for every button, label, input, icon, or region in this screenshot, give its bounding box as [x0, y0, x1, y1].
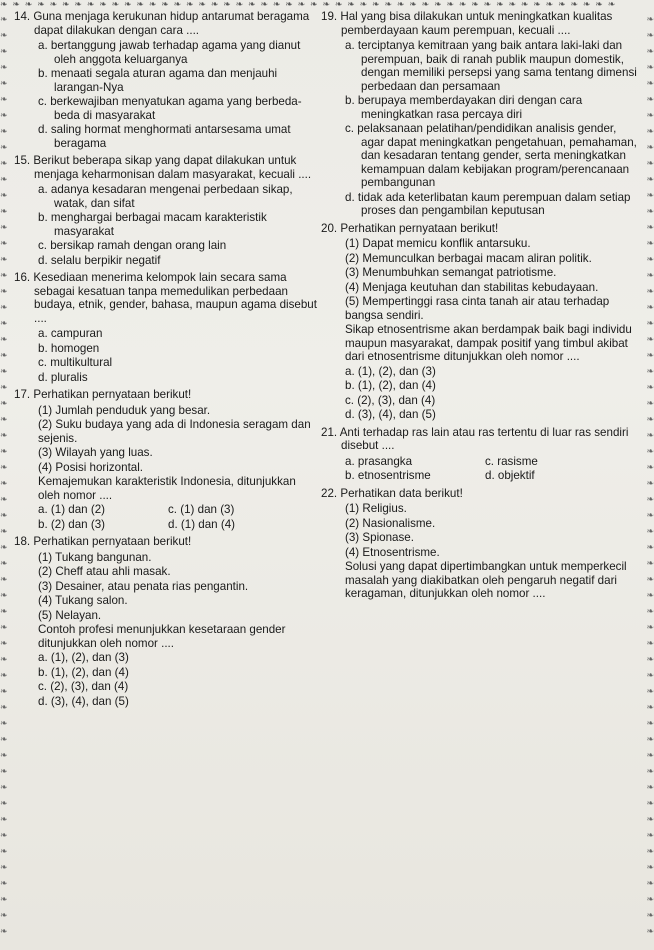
option-d[interactable]: d. tidak ada keterlibatan kaum perempuan dalam setiap proses dan pengambilan keputusan [345, 190, 631, 217]
options-row-1 [321, 455, 637, 469]
option-d[interactable]: d. (3), (4), dan (5) [345, 408, 436, 421]
statement-3: (3) Desainer, atau penata rias pengantin. [38, 579, 249, 593]
statement-4: (4) Menjaga keutuhan dan stabilitas kebudayaan. [345, 280, 599, 294]
option-c[interactable]: c. (1) dan (3) [168, 503, 235, 516]
question-text: 16. Kesediaan menerima kelompok lain secara sama sebagai kesatuan tanpa memedulikan perbedaan budaya, etnik, gender, bahasa, maupun agama disebut .... [14, 271, 317, 325]
options-row-1 [14, 503, 319, 517]
option-b[interactable]: b. (1), (2), dan (4) [345, 379, 436, 392]
option-a[interactable]: a. terciptanya kemitraan yang baik antara laki-laki dan perempuan, baik di ranah publik maupun domestik, dengan memiliki persepsi yang sama tentang dimensi perbedaan dan persamaan [345, 39, 637, 93]
statement-2: (2) Memunculkan berbagai macam aliran politik. [345, 251, 592, 265]
options-row-2 [321, 469, 637, 483]
option-a[interactable]: a. (1), (2), dan (3) [345, 364, 436, 378]
option-d[interactable]: d. objektif [485, 469, 535, 482]
option-a[interactable]: a. bertanggung jawab terhadap agama yang dianut oleh anggota keluarganya [38, 39, 301, 66]
option-c[interactable]: c. rasisme [485, 454, 538, 468]
question-14 [14, 10, 319, 150]
option-d[interactable]: d. (1) dan (4) [168, 517, 236, 531]
option-c[interactable]: c. multikultural [38, 356, 113, 369]
option-a[interactable]: a. campuran [38, 327, 103, 340]
question-prompt: Sikap etnosentrisme akan berdampak baik bagi individu maupun masyarakat, dampak positif yang timbul akibat dari etnosentrisme ditunjukkan oleh nomor .... [345, 323, 632, 363]
option-b[interactable]: b. menghargai berbagai macam karakteristik masyarakat [38, 211, 267, 238]
question-prompt: Solusi yang dapat dipertimbangkan untuk memperkecil masalah yang diakibatkan oleh pengaruh negatif dari keragaman, ditunjukkan oleh nomor .... [345, 560, 627, 600]
question-prompt: Kemajemukan karakteristik Indonesia, ditunjukkan oleh nomor .... [38, 475, 296, 502]
question-15 [14, 154, 319, 267]
statement-5: (5) Mempertinggi rasa cinta tanah air atau terhadap bangsa sendiri. [345, 295, 610, 322]
option-d[interactable]: d. selalu berpikir negatif [38, 253, 161, 267]
decorative-border-top: ❧ ❧ ❧ ❧ ❧ ❧ ❧ ❧ ❧ ❧ ❧ ❧ ❧ ❧ ❧ ❧ ❧ ❧ ❧ ❧ ❧ ❧ ❧ ❧ ❧ ❧ ❧ ❧ ❧ ❧ ❧ ❧ ❧ ❧ ❧ ❧ ❧ ❧ ❧ ❧ ❧ ❧ ❧ ❧ ❧ ❧ ❧ ❧ ❧ ❧ [0, 0, 617, 10]
option-b[interactable]: b. (1), (2), dan (4) [38, 665, 129, 679]
question-21 [321, 426, 637, 483]
option-a[interactable]: a. (1) dan (2) [38, 503, 106, 516]
question-19 [321, 10, 637, 218]
question-16 [14, 271, 319, 384]
option-a[interactable]: a. adanya kesadaran mengenai perbedaan sikap, watak, dan sifat [38, 183, 293, 210]
left-column [14, 10, 319, 712]
option-d[interactable]: d. pluralis [38, 370, 88, 384]
option-d[interactable]: d. saling hormat menghormati antarsesama umat beragama [38, 123, 291, 150]
question-18 [14, 535, 319, 708]
question-text: 18. Perhatikan pernyataan berikut! [14, 535, 192, 548]
question-text: 20. Perhatikan pernyataan berikut! [321, 221, 499, 235]
statement-3: (3) Wilayah yang luas. [38, 446, 153, 459]
question-text: 15. Berikut beberapa sikap yang dapat dilakukan untuk menjaga keharmonisan dalam masyarakat, kecuali .... [14, 154, 312, 181]
question-text: 19. Hal yang bisa dilakukan untuk meningkatkan kualitas pemberdayaan kaum perempuan, kecuali .... [321, 10, 613, 37]
question-text: 14. Guna menjaga kerukunan hidup antarumat beragama dapat dilakukan dengan cara .... [14, 10, 310, 37]
statement-2: (2) Cheff atau ahli masak. [38, 565, 171, 578]
question-prompt: Contoh profesi menunjukkan kesetaraan gender ditunjukkan oleh nomor .... [38, 623, 286, 650]
right-column [321, 10, 637, 605]
statement-3: (3) Spionase. [345, 531, 414, 544]
decorative-border-right: ❧ ❧ ❧ ❧ ❧ ❧ ❧ ❧ ❧ ❧ ❧ ❧ ❧ ❧ ❧ ❧ ❧ ❧ ❧ ❧ ❧ ❧ ❧ ❧ ❧ ❧ ❧ ❧ ❧ ❧ ❧ ❧ ❧ ❧ ❧ ❧ ❧ ❧ ❧ ❧ ❧ ❧ ❧ ❧ ❧ ❧ ❧ ❧ ❧ ❧ ❧ ❧ ❧ ❧ ❧ ❧ ❧ ❧ [646, 15, 654, 937]
options-row-2 [14, 518, 319, 532]
option-b[interactable]: b. homogen [38, 341, 100, 355]
statement-1: (1) Jumlah penduduk yang besar. [38, 403, 211, 417]
option-c[interactable]: c. (2), (3), dan (4) [345, 393, 436, 407]
option-b[interactable]: b. (2) dan (3) [38, 517, 106, 531]
option-c[interactable]: c. pelaksanaan pelatihan/pendidikan analisis gender, agar dapat meningkatkan pengetahuan, pemahaman, dan kesadaran tentang gender, serta meningkatkan kemampuan dalam kebijakan program/perencanaan pembangunan [345, 122, 637, 189]
question-text: 17. Perhatikan pernyataan berikut! [14, 388, 192, 401]
option-a[interactable]: a. (1), (2), dan (3) [38, 651, 129, 664]
statement-4: (4) Etnosentrisme. [345, 545, 440, 559]
statement-2: (2) Nasionalisme. [345, 516, 436, 530]
question-text: 21. Anti terhadap ras lain atau ras tertentu di luar ras sendiri disebut .... [321, 425, 629, 452]
option-d[interactable]: d. (3), (4), dan (5) [38, 694, 129, 708]
decorative-border-left: ❧ ❧ ❧ ❧ ❧ ❧ ❧ ❧ ❧ ❧ ❧ ❧ ❧ ❧ ❧ ❧ ❧ ❧ ❧ ❧ ❧ ❧ ❧ ❧ ❧ ❧ ❧ ❧ ❧ ❧ ❧ ❧ ❧ ❧ ❧ ❧ ❧ ❧ ❧ ❧ ❧ ❧ ❧ ❧ ❧ ❧ ❧ ❧ ❧ ❧ ❧ ❧ ❧ ❧ ❧ ❧ ❧ ❧ [0, 15, 8, 937]
option-c[interactable]: c. bersikap ramah dengan orang lain [38, 239, 227, 252]
option-c[interactable]: c. berkewajiban menyatukan agama yang berbeda-beda di masyarakat [38, 95, 302, 122]
option-b[interactable]: b. menaati segala aturan agama dan menjauhi larangan-Nya [38, 67, 278, 94]
question-22 [321, 487, 637, 601]
statement-2: (2) Suku budaya yang ada di Indonesia seragam dan sejenis. [38, 418, 311, 445]
option-b[interactable]: b. etnosentrisme [345, 469, 431, 482]
statement-5: (5) Nelayan. [38, 608, 102, 622]
question-text: 22. Perhatikan data berikut! [321, 486, 463, 500]
option-a[interactable]: a. prasangka [345, 454, 413, 468]
question-17 [14, 388, 319, 531]
statement-4: (4) Tukang salon. [38, 594, 128, 607]
statement-1: (1) Tukang bangunan. [38, 550, 152, 564]
statement-1: (1) Religius. [345, 502, 407, 515]
statement-4: (4) Posisi horizontal. [38, 460, 144, 474]
option-b[interactable]: b. berupaya memberdayakan diri dengan cara meningkatkan rasa percaya diri [345, 94, 583, 121]
statement-3: (3) Menumbuhkan semangat patriotisme. [345, 266, 557, 279]
statement-1: (1) Dapat memicu konflik antarsuku. [345, 237, 531, 250]
question-20 [321, 222, 637, 422]
option-c[interactable]: c. (2), (3), dan (4) [38, 680, 129, 693]
